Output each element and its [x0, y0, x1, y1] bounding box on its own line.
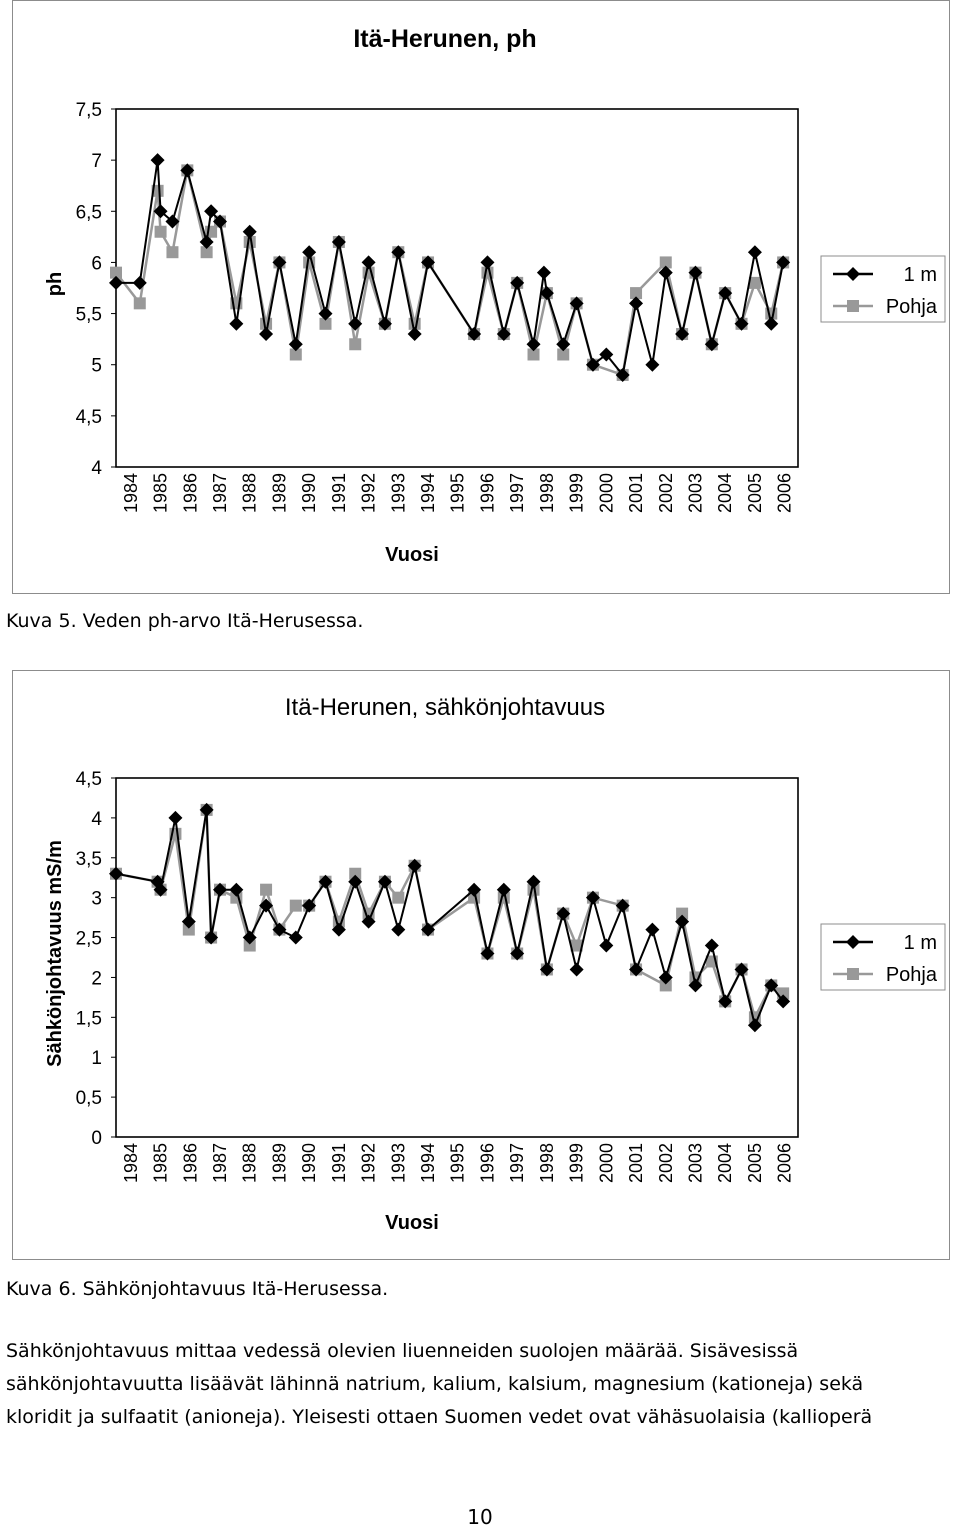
- y-tick-label: 1: [91, 1048, 102, 1070]
- y-axis-label: Sähkönjohtavuus mS/m: [44, 840, 66, 1067]
- x-tick-label: 1997: [507, 473, 528, 514]
- legend-label: 1 m: [903, 932, 937, 954]
- x-tick-label: 2000: [596, 473, 617, 514]
- chart-title: Itä-Herunen, sähkönjohtavuus: [284, 694, 606, 721]
- y-tick-label: 3,5: [75, 848, 102, 870]
- x-tick-label: 1986: [180, 473, 201, 514]
- ph-chart-frame: [12, 0, 950, 594]
- y-tick-label: 2,5: [75, 928, 102, 950]
- data-point-pohja: [349, 338, 361, 350]
- x-tick-label: 1988: [239, 1143, 260, 1184]
- x-tick-label: 2003: [685, 473, 706, 514]
- legend-label: Pohja: [885, 296, 937, 318]
- data-point-pohja: [155, 226, 167, 238]
- y-tick-label: 3: [91, 888, 102, 910]
- y-tick-label: 5: [91, 355, 102, 377]
- x-tick-label: 1999: [566, 473, 587, 514]
- y-tick-label: 4,5: [75, 406, 102, 428]
- ph-chart: [13, 1, 951, 595]
- x-tick-label: 1990: [299, 473, 320, 514]
- x-tick-label: 1986: [180, 1143, 201, 1184]
- x-tick-label: 1988: [239, 473, 260, 514]
- x-tick-label: 2004: [715, 1143, 736, 1184]
- y-tick-label: 1,5: [75, 1008, 102, 1030]
- chart-title: Itä-Herunen, ph: [353, 25, 537, 53]
- page-number: 10: [467, 1505, 493, 1529]
- x-tick-label: 2002: [655, 473, 676, 514]
- x-tick-label: 1993: [388, 1143, 409, 1184]
- x-tick-label: 2005: [744, 473, 765, 514]
- x-tick-label: 1989: [269, 1143, 290, 1184]
- figure-5-caption: Kuva 5. Veden ph-arvo Itä-Herusessa.: [6, 610, 364, 632]
- x-tick-label: 2004: [715, 473, 736, 514]
- x-tick-label: 2000: [596, 1143, 617, 1184]
- x-tick-label: 2005: [744, 1143, 765, 1184]
- x-tick-label: 1999: [566, 1143, 587, 1184]
- x-tick-label: 1997: [507, 1143, 528, 1184]
- x-tick-label: 1990: [299, 1143, 320, 1184]
- x-tick-label: 2006: [774, 473, 795, 514]
- x-axis-label: Vuosi: [385, 544, 439, 566]
- y-tick-label: 4: [91, 808, 102, 830]
- y-tick-label: 5,5: [75, 304, 102, 326]
- x-tick-label: 1985: [150, 473, 171, 514]
- x-tick-label: 2003: [685, 1143, 706, 1184]
- y-tick-label: 4,5: [75, 769, 102, 790]
- y-axis-label: ph: [44, 271, 66, 297]
- x-tick-label: 1985: [150, 1143, 171, 1184]
- y-tick-label: 2: [91, 968, 102, 990]
- y-tick-label: 4: [91, 458, 102, 479]
- data-point-pohja: [260, 884, 272, 896]
- plot-area: [116, 109, 798, 467]
- x-tick-label: 1994: [418, 473, 439, 514]
- y-tick-label: 7,5: [75, 100, 102, 121]
- x-tick-label: 1998: [536, 1143, 557, 1184]
- x-tick-label: 1991: [328, 473, 349, 514]
- legend: [821, 256, 945, 322]
- x-tick-label: 1984: [120, 473, 141, 514]
- legend-label: Pohja: [885, 964, 937, 986]
- data-point-pohja: [392, 892, 404, 904]
- x-tick-label: 2001: [626, 1143, 647, 1184]
- conductivity-chart-frame: [12, 670, 950, 1260]
- paragraph-line: kloridit ja sulfaatit (anioneja). Yleisesti ottaen Suomen vedet ovat vähäsuolaisia (kallioperä: [6, 1406, 873, 1428]
- x-tick-label: 1991: [328, 1143, 349, 1184]
- y-tick-label: 0: [91, 1128, 102, 1149]
- x-tick-label: 1984: [120, 1143, 141, 1184]
- figure-6-caption: Kuva 6. Sähkönjohtavuus Itä-Herusessa.: [6, 1278, 389, 1300]
- y-tick-label: 7: [91, 151, 102, 173]
- x-tick-label: 1996: [477, 473, 498, 514]
- legend-marker-square: [847, 968, 859, 980]
- x-tick-label: 1987: [210, 473, 231, 514]
- x-tick-label: 1998: [536, 473, 557, 514]
- x-tick-label: 1994: [418, 1143, 439, 1184]
- legend-label: 1 m: [903, 264, 937, 286]
- x-tick-label: 1992: [358, 1143, 379, 1184]
- x-tick-label: 2002: [655, 1143, 676, 1184]
- paragraph-line: Sähkönjohtavuus mittaa vedessä olevien liuenneiden suolojen määrää. Sisävesissä: [6, 1340, 799, 1362]
- x-tick-label: 2006: [774, 1143, 795, 1184]
- x-tick-label: 1995: [447, 473, 468, 514]
- paragraph-line: sähkönjohtavuutta lisäävät lähinnä natrium, kalium, kalsium, magnesium (kationeja) sekä: [6, 1373, 864, 1395]
- conductivity-chart: [13, 671, 951, 1261]
- x-tick-label: 2001: [626, 473, 647, 514]
- x-tick-label: 1996: [477, 1143, 498, 1184]
- x-tick-label: 1987: [210, 1143, 231, 1184]
- y-tick-label: 0,5: [75, 1088, 102, 1110]
- data-point-pohja: [290, 900, 302, 912]
- plot-area: [116, 778, 798, 1137]
- data-point-pohja: [134, 297, 146, 309]
- body-paragraph: [6, 1335, 960, 1434]
- legend-marker-square: [847, 300, 859, 312]
- x-tick-label: 1993: [388, 473, 409, 514]
- x-axis-label: Vuosi: [385, 1212, 439, 1234]
- y-tick-label: 6,5: [75, 202, 102, 224]
- y-tick-label: 6: [91, 253, 102, 275]
- legend: [821, 924, 945, 990]
- x-tick-label: 1992: [358, 473, 379, 514]
- data-point-pohja: [166, 246, 178, 258]
- x-tick-label: 1989: [269, 473, 290, 514]
- x-tick-label: 1995: [447, 1143, 468, 1184]
